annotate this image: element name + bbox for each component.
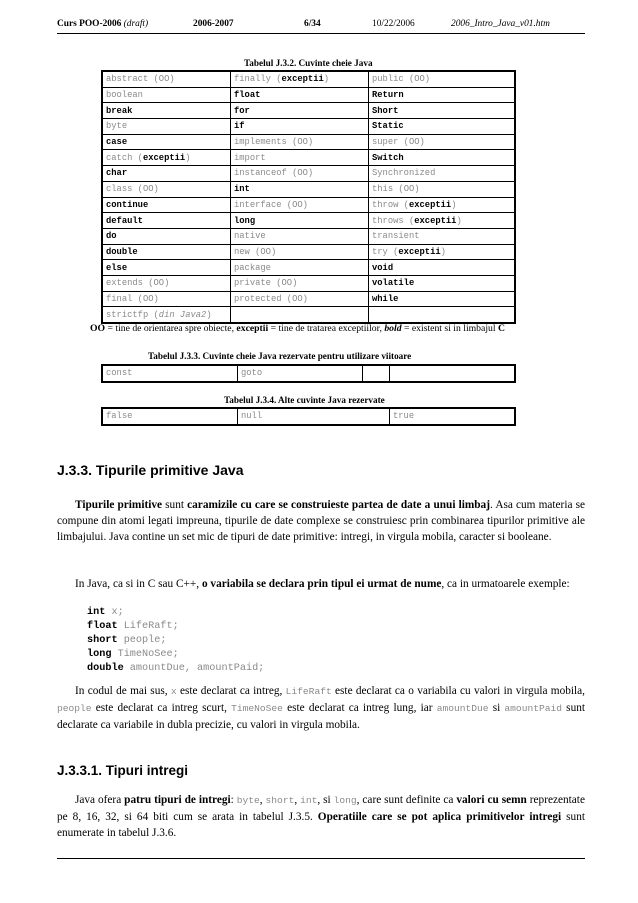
table-cell: strictfp (din Java2)	[103, 307, 231, 323]
table-cell: break	[103, 103, 231, 119]
section-heading: J.3.3. Tipurile primitive Java	[57, 462, 244, 478]
table-cell: void	[369, 260, 515, 276]
table-cell: new (OO)	[231, 244, 369, 260]
table-row	[103, 119, 515, 135]
legend-note: OO = tine de orientarea spre obiecte, exceptii = tine de tratarea exceptiilor, bold = existent si in limbajul C	[90, 323, 505, 334]
table-cell: byte	[103, 119, 231, 135]
table-cell: char	[103, 166, 231, 182]
table-cell: final (OO)	[103, 291, 231, 307]
table-cell: volatile	[369, 275, 515, 291]
table-row	[103, 244, 515, 260]
table-cell: default	[103, 213, 231, 229]
table-cell: if	[231, 119, 369, 135]
file-name: 2006_Intro_Java_v01.htm	[451, 19, 550, 29]
table-row	[103, 291, 515, 307]
course-title: Curs POO-2006 (draft)	[57, 19, 149, 29]
paragraph-primitive-types: Tipurile primitive sunt caramizile cu care se construieste partea de date a unui limbaj. Asa cum materia se compune din atomi legati impreuna, tipurile de date complexe se construiesc prin combinarea tipurilor primitive ale limbajului. Java contine un set mic de tipuri de date primitive: intregi, in virgula mobila, caracter si booleane.	[57, 499, 586, 543]
other-reserved-table	[102, 408, 515, 425]
table-row	[103, 87, 515, 103]
table-cell: null	[238, 409, 390, 425]
code-line: long TimeNoSee;	[87, 649, 179, 660]
footer-rule	[57, 858, 585, 859]
table-cell: const	[103, 366, 238, 382]
table-cell: try (exceptii)	[369, 244, 515, 260]
table-cell: Switch	[369, 150, 515, 166]
table-row	[103, 197, 515, 213]
table-caption-334: Tabelul J.3.4. Alte cuvinte Java rezervate	[224, 395, 385, 405]
keywords-table	[102, 71, 515, 323]
table-row	[103, 134, 515, 150]
table-row	[103, 307, 515, 323]
table-cell: implements (OO)	[231, 134, 369, 150]
table-cell: Return	[369, 87, 515, 103]
code-line: double amountDue, amountPaid;	[87, 663, 265, 674]
table-caption-333: Tabelul J.3.3. Cuvinte cheie Java rezervate pentru utilizare viitoare	[148, 351, 412, 361]
code-example	[87, 606, 264, 676]
table-cell: extends (OO)	[103, 275, 231, 291]
table-cell: do	[103, 228, 231, 244]
table-row	[103, 103, 515, 119]
table-row	[103, 275, 515, 291]
table-cell: double	[103, 244, 231, 260]
table-cell: true	[390, 409, 515, 425]
table-row	[103, 72, 515, 88]
table-row	[103, 213, 515, 229]
doc-date: 10/22/2006	[372, 19, 415, 29]
table-cell: case	[103, 134, 231, 150]
table-cell: super (OO)	[369, 134, 515, 150]
subsection-heading: J.3.3.1. Tipuri intregi	[57, 763, 189, 778]
table-cell: private (OO)	[231, 275, 369, 291]
table-cell: protected (OO)	[231, 291, 369, 307]
code-line: int x;	[87, 607, 124, 618]
table-cell: else	[103, 260, 231, 276]
page-number: 6/34	[304, 19, 321, 29]
code-line: short people;	[87, 635, 167, 646]
table-cell: throw (exceptii)	[369, 197, 515, 213]
table-cell: interface (OO)	[231, 197, 369, 213]
table-cell: int	[231, 181, 369, 197]
table-cell	[369, 307, 515, 323]
table-cell: finally (exceptii)	[231, 72, 369, 88]
paragraph-declaration: In Java, ca si in C sau C++, o variabila se declara prin tipul ei urmat de nume, ca in urmatoarele exemple:	[75, 578, 570, 590]
table-cell: float	[231, 87, 369, 103]
table-cell: this (OO)	[369, 181, 515, 197]
table-cell: while	[369, 291, 515, 307]
table-cell	[390, 366, 515, 382]
table-cell: long	[231, 213, 369, 229]
table-caption-332: Tabelul J.3.2. Cuvinte cheie Java	[244, 58, 373, 68]
table-cell: for	[231, 103, 369, 119]
table-cell: native	[231, 228, 369, 244]
table-cell: instanceof (OO)	[231, 166, 369, 182]
table-cell: Synchronized	[369, 166, 515, 182]
table-cell: false	[103, 409, 238, 425]
table-cell: transient	[369, 228, 515, 244]
table-cell: import	[231, 150, 369, 166]
paragraph-integer-types: Java ofera patru tipuri de intregi: byte, short, int, si long, care sunt definite ca valori cu semn reprezentate pe 8, 16, 32, si 64 biti cum se arata in tabelul J.3.5. Operatiile care se pot aplica primitivelor intregi sunt enumerate in tabelul J.3.6.	[57, 794, 585, 839]
reserved-future-table	[102, 365, 515, 382]
table-cell	[231, 307, 369, 323]
page-header	[57, 19, 585, 34]
table-cell: Short	[369, 103, 515, 119]
table-row	[103, 166, 515, 182]
table-row	[103, 228, 515, 244]
table-row	[103, 150, 515, 166]
table-cell: abstract (OO)	[103, 72, 231, 88]
table-cell: package	[231, 260, 369, 276]
table-cell: Static	[369, 119, 515, 135]
table-cell: continue	[103, 197, 231, 213]
table-cell: class (OO)	[103, 181, 231, 197]
table-cell	[363, 366, 390, 382]
table-row	[103, 260, 515, 276]
table-cell: boolean	[103, 87, 231, 103]
paragraph-code-explanation: In codul de mai sus, x este declarat ca intreg, LifeRaft este declarat ca o variabila cu valori in virgula mobila, people este declarat ca intreg scurt, TimeNoSee este declarat ca intreg lung, iar amountDue si amountPaid sunt declarate ca variabile in dubla precizie, cu valori in virgula mobila.	[57, 685, 586, 731]
table-row	[103, 181, 515, 197]
table-cell: throws (exceptii)	[369, 213, 515, 229]
table-cell: goto	[238, 366, 363, 382]
academic-years: 2006-2007	[193, 19, 234, 29]
table-cell: catch (exceptii)	[103, 150, 231, 166]
table-cell: public (OO)	[369, 72, 515, 88]
code-line: float LifeRaft;	[87, 621, 179, 632]
